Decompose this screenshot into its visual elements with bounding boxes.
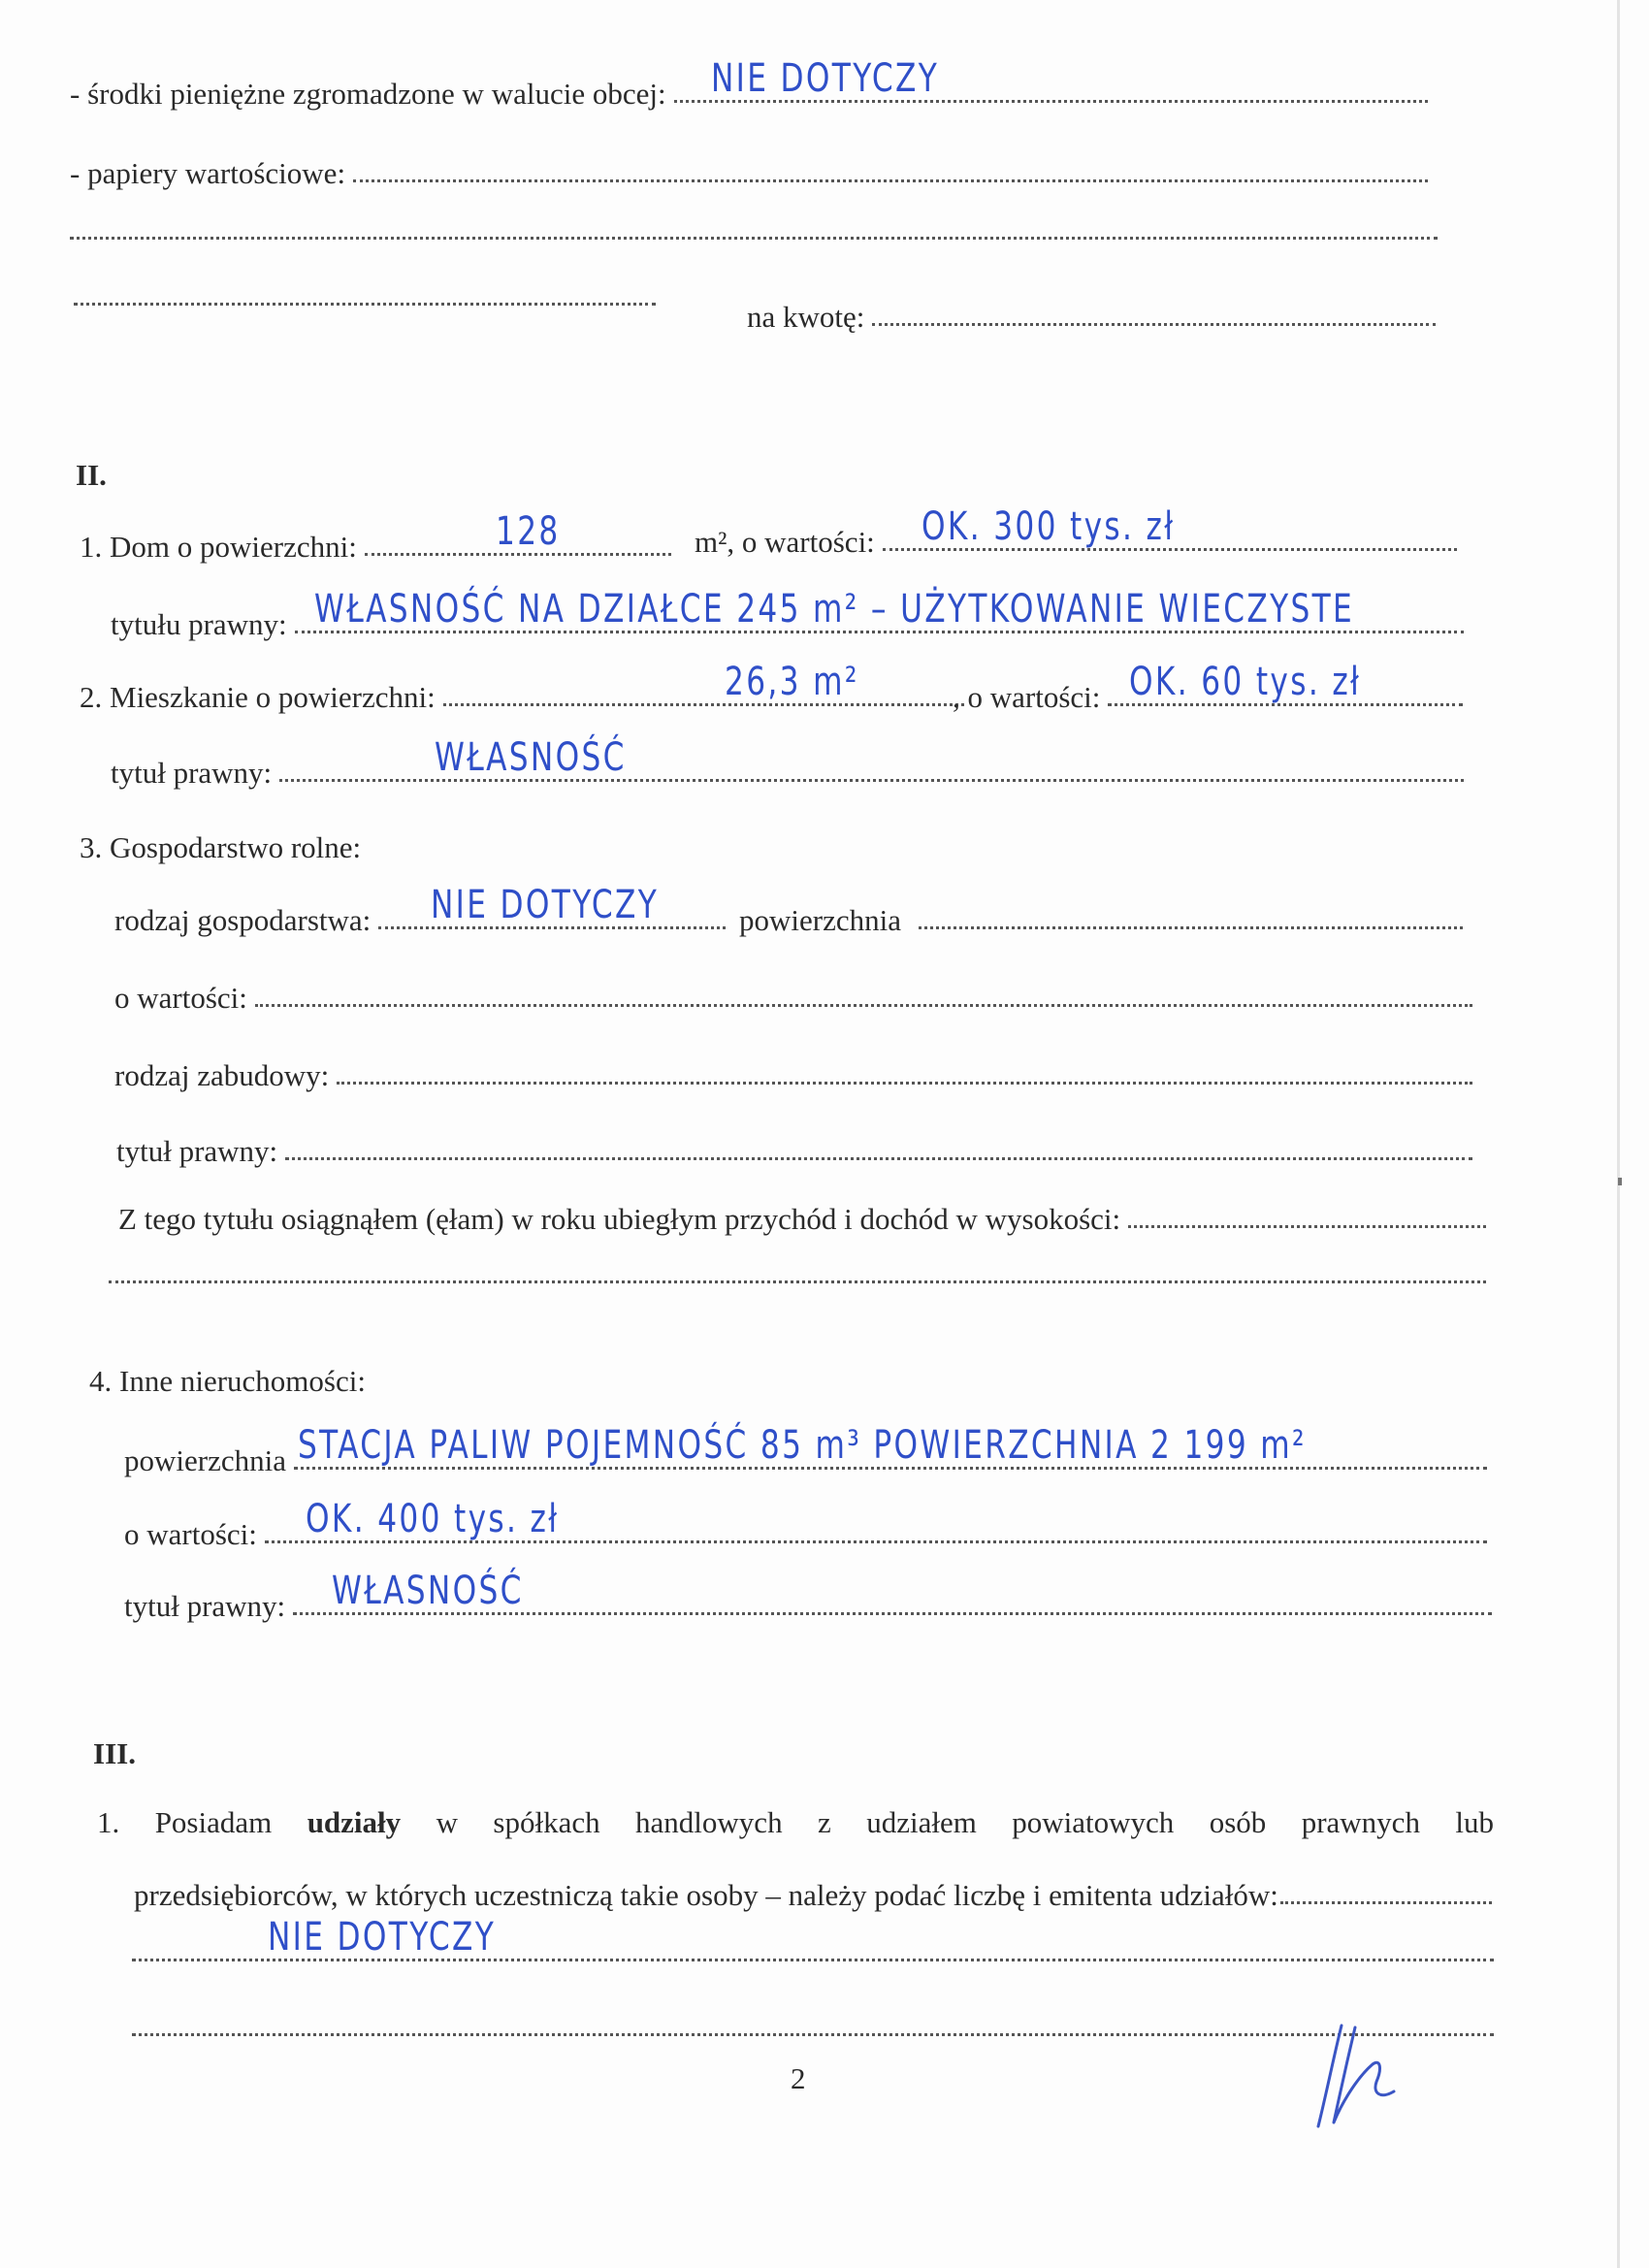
section-iii-heading: III. [93,1736,136,1770]
securities-label: - papiery wartościowe: [70,156,346,190]
flat-value-label: , o wartości: [953,680,1101,714]
flat-area-field [443,660,964,706]
house-unit-label: m², o wartości: [695,525,875,559]
house-value-row [695,504,1457,560]
farm-income-continuation-field [109,1277,1486,1283]
house-area-value: 128 [495,509,561,555]
flat-area-value: 26,3 m² [724,660,859,705]
house-value-field [883,504,1457,551]
shares-rest: w spółkach handlowych z udziałem powiatowych osób prawnych lub [436,1805,1494,1839]
foreign-currency-value: NIE DOTYCZY [710,56,939,102]
shares-extra-field [132,2029,1494,2036]
shares-answer-value: NIE DOTYCZY [268,1915,497,1960]
house-area-row [80,509,671,565]
securities-field [353,176,1428,182]
flat-area-row [80,660,964,715]
farm-title-label: tytuł prawny: [116,1134,278,1168]
farm-row [80,829,361,865]
other-area-field [294,1423,1487,1470]
shares-line2-row [134,1877,1492,1913]
other-value-row [124,1497,1487,1552]
securities-amount-field [872,319,1436,326]
page-number: 2 [791,2061,806,2095]
farm-value-label: o wartości: [114,981,247,1015]
house-area-field [365,509,671,556]
farm-title-field [285,1153,1472,1160]
farm-income-row [118,1201,1486,1237]
shares-line2-field [1280,1897,1492,1904]
flat-area-label: 2. Mieszkanie o powierzchni: [80,680,436,714]
farm-type-row [114,883,726,938]
farm-value-field [255,1000,1472,1007]
shares-prefix: 1. Posiadam [97,1805,273,1839]
shares-paragraph-line1 [97,1804,1494,1840]
farm-buildings-row [114,1057,1472,1093]
house-title-value: WŁASNOŚĆ NA DZIAŁCE 245 m² – UŻYTKOWANIE WIECZYSTE [313,587,1354,632]
house-title-field [295,587,1464,633]
securities-amount-label: na kwotę: [747,300,865,334]
other-value-label: o wartości: [124,1517,257,1551]
foreign-currency-label: - środki pieniężne zgromadzone w walucie obcej: [70,77,666,111]
shares-bold-word: udziały [307,1805,402,1839]
other-value-field [265,1497,1487,1543]
farm-area-field [919,923,1463,929]
farm-area-row [739,902,1463,938]
farm-area-label: powierzchnia [739,903,901,937]
farm-title-row [116,1133,1472,1169]
flat-title-row [111,735,1464,791]
other-title-field [293,1569,1492,1615]
flat-title-label: tytuł prawny: [111,756,273,790]
farm-income-continuation-row [109,1277,1486,1292]
farm-income-label: Z tego tytułu osiągnąłem (ęłam) w roku ubiegłym przychód i dochód w wysokości: [118,1202,1121,1236]
other-title-value: WŁASNOŚĆ [332,1569,524,1614]
flat-value-row [953,660,1463,715]
farm-type-field [378,883,726,929]
farm-type-label: rodzaj gospodarstwa: [114,903,372,937]
house-title-row [111,587,1464,642]
house-value: OK. 300 tys. zł [921,504,1176,550]
securities-amount-row [747,299,1436,335]
house-title-label: tytułu prawny: [111,607,287,641]
flat-title-value: WŁASNOŚĆ [435,735,627,781]
section-ii-heading: II. [76,458,107,492]
foreign-currency-field [674,56,1428,103]
other-area-label: powierzchnia [124,1443,286,1477]
other-value: OK. 400 tys. zł [305,1497,560,1542]
farm-value-row [114,980,1472,1016]
house-area-label: 1. Dom o powierzchni: [80,530,357,564]
other-area-value: STACJA PALIW POJEMNOŚĆ 85 m³ POWIERZCHNIA 2 199 m² [297,1423,1307,1469]
farm-income-field [1128,1221,1486,1228]
foreign-currency-row [70,56,1428,112]
other-title-row [124,1569,1492,1624]
flat-title-field [279,735,1464,782]
shares-answer-field [132,1915,1494,1961]
farm-type-value: NIE DOTYCZY [431,883,660,928]
scan-edge [1617,0,1620,2268]
farm-buildings-label: rodzaj zabudowy: [114,1058,330,1092]
other-property-row [89,1363,366,1399]
other-title-label: tytuł prawny: [124,1589,286,1623]
shares-line2-text: przedsiębiorców, w których uczestniczą takie osoby – należy podać liczbę i emitenta udziałów: [134,1878,1278,1912]
other-property-label: 4. Inne nieruchomości: [89,1364,366,1398]
securities-extra-field [74,299,656,306]
securities-extra-row [74,299,656,314]
securities-continuation-row [70,233,1438,248]
flat-value: OK. 60 tys. zł [1129,660,1362,705]
signature-initials [1305,2018,1440,2134]
scan-speck [1618,1178,1622,1185]
other-area-row [124,1423,1487,1478]
securities-continuation-field [70,233,1438,240]
flat-value-field [1108,660,1463,706]
shares-answer-row [132,1915,1494,1970]
farm-label: 3. Gospodarstwo rolne: [80,830,362,864]
securities-row [70,155,1428,191]
farm-buildings-field [337,1078,1472,1085]
shares-extra-row [132,2029,1494,2045]
